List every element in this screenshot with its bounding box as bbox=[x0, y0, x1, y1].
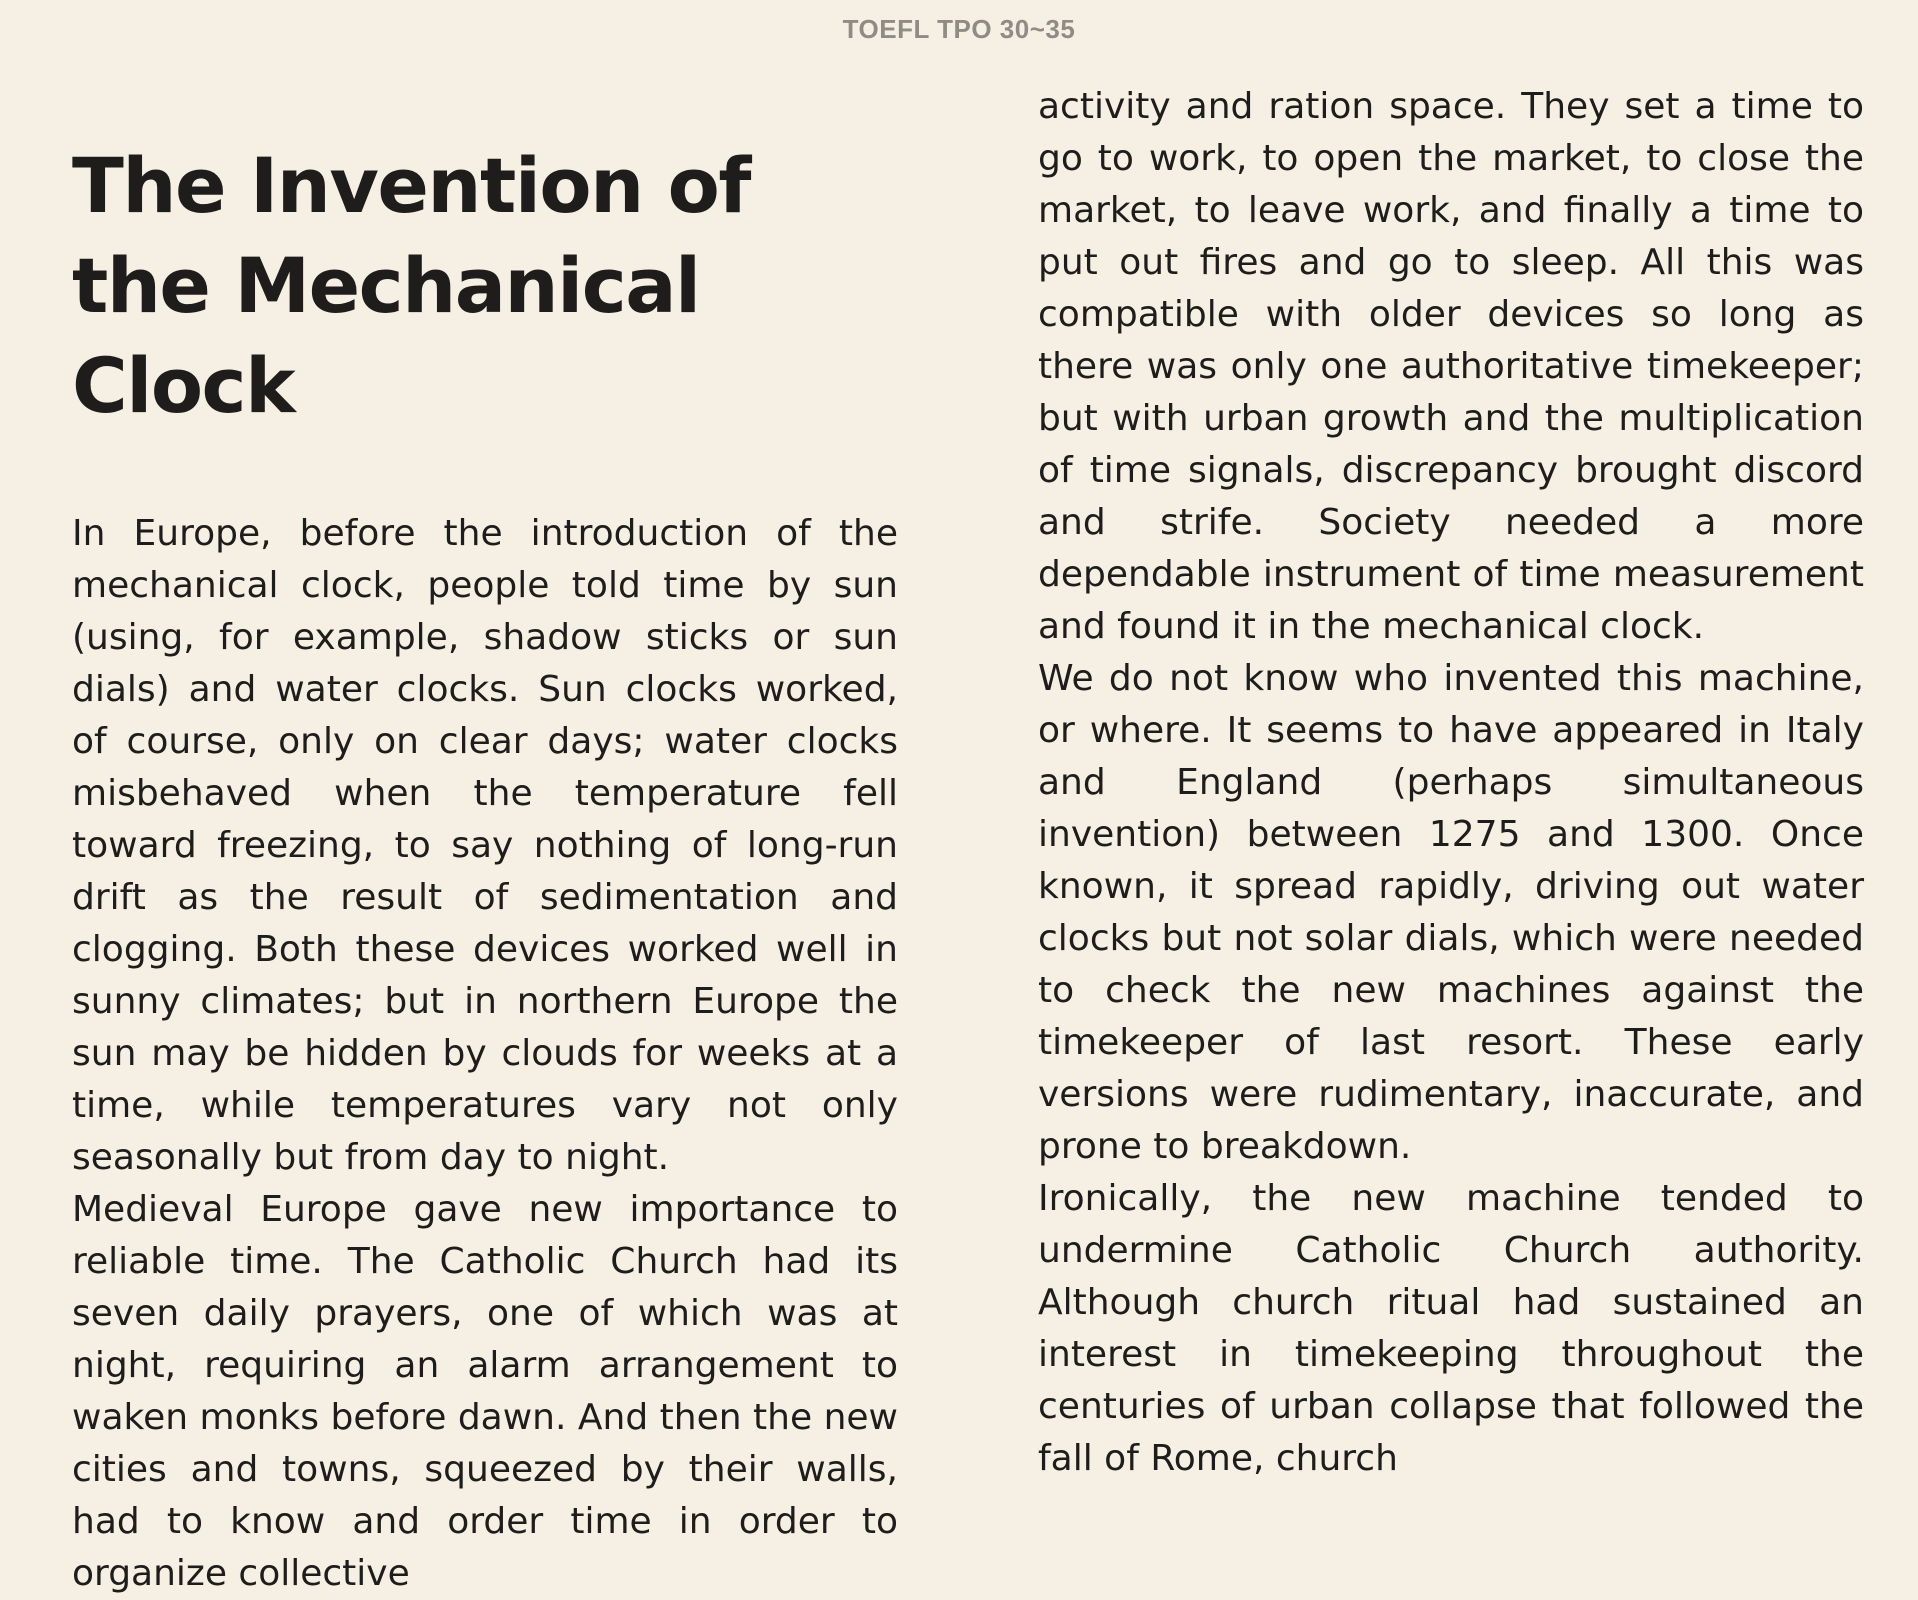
paragraph: We do not know who invented this machine, or where. It seems to have appeared in Italy and England (perhaps simultaneous invention) between 1275 and 1300. Once known, it spread rapidly, driving out water clocks but not solar dials, which were needed to check the new machines against the timekeeper of last resort. These early versions were rudimentary, inaccurate, and prone to breakdown. bbox=[1038, 658, 1864, 1167]
paragraph: activity and ration space. They set a time to go to work, to open the market, to close the market, to leave work, and finally a time to put out fires and go to sleep. All this was compatible with older devices so long as there was only one authoritative timekeeper; but with urban growth and the multiplication of time signals, discrepancy brought discord and strife. Society needed a more dependable instrument of time measurement and found it in the mechanical clock. bbox=[1038, 86, 1864, 647]
paragraph: Ironically, the new machine tended to undermine Catholic Church authority. Although church ritual had sustained an interest in timekeeping throughout the centuries of urban collapse that followed the fall of Rome, church bbox=[1038, 1178, 1864, 1479]
right-column bbox=[1038, 81, 1864, 1485]
paragraph: In Europe, before the introduction of the mechanical clock, people told time by sun (using, for example, shadow sticks or sun dials) and water clocks. Sun clocks worked, of course, only on clear days; water clocks misbehaved when the temperature fell toward freezing, to say nothing of long-run drift as the result of sedimentation and clogging. Both these devices worked well in sunny climates; but in northern Europe the sun may be hidden by clouds for weeks at a time, while temperatures vary not only seasonally but from day to night. bbox=[72, 513, 898, 1178]
article-title: The Invention of the Mechanical Clock bbox=[72, 141, 750, 430]
book-header: TOEFL TPO 30~35 bbox=[842, 14, 1076, 44]
paragraph: Medieval Europe gave new importance to reliable time. The Catholic Church had its seven daily prayers, one of which was at night, requiring an alarm arrangement to waken monks before dawn. And then the new cities and towns, squeezed by their walls, had to know and order time in order to organize collective bbox=[72, 1189, 898, 1594]
left-column bbox=[72, 136, 898, 1600]
